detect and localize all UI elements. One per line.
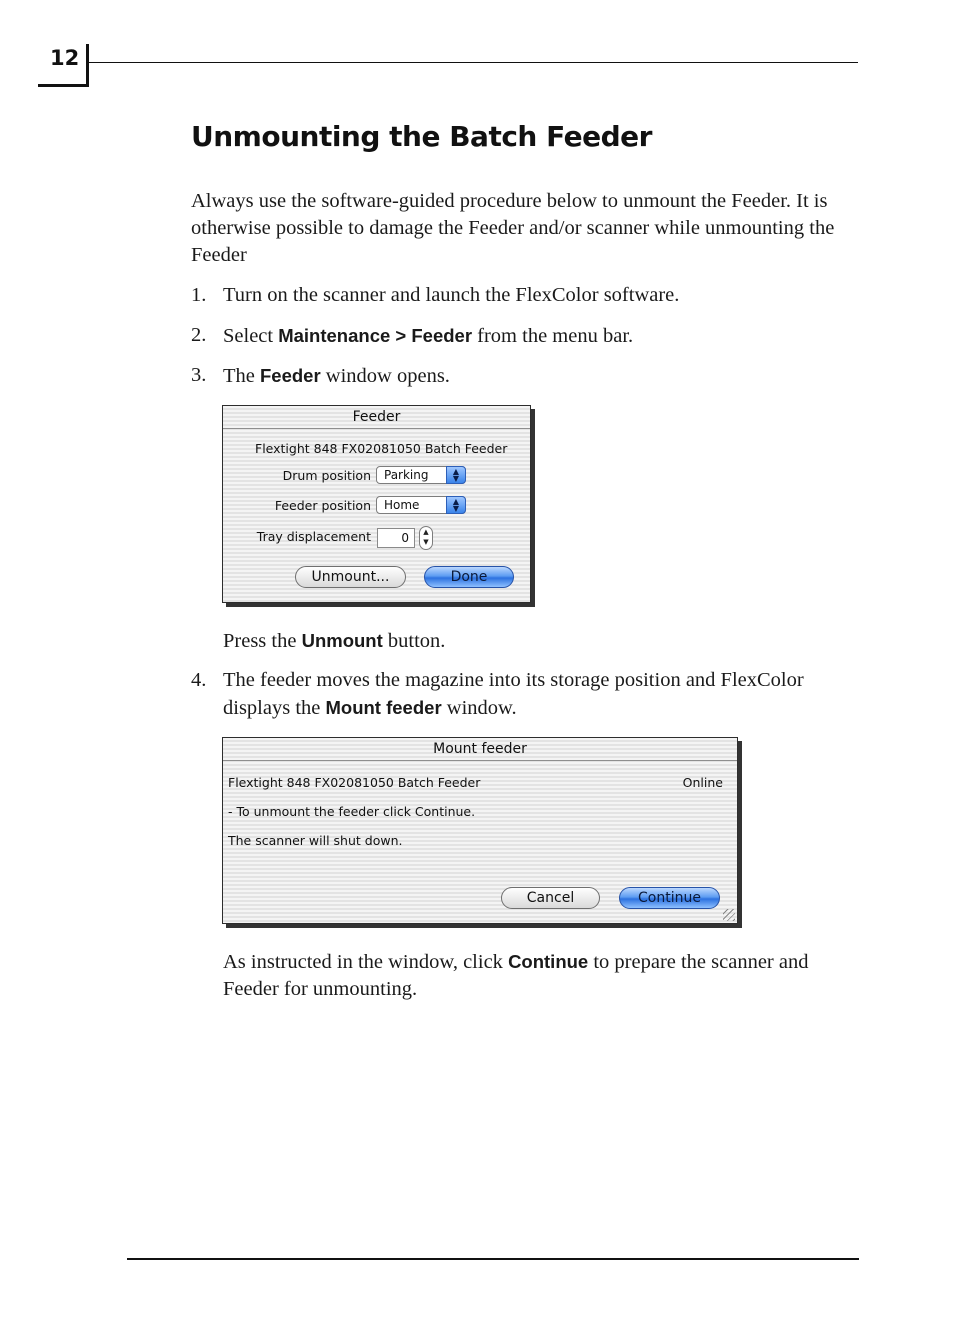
- tray-displacement-input[interactable]: 0: [377, 528, 415, 548]
- device-status: Online: [682, 775, 723, 790]
- drum-position-label: Drum position: [282, 468, 371, 483]
- mount-feeder-title: Mount feeder: [223, 738, 737, 761]
- updown-arrows-icon: ▲ ▼: [446, 496, 466, 514]
- feeder-dialog-title: Feeder: [223, 406, 530, 429]
- section-title: Unmounting the Batch Feeder: [191, 120, 652, 153]
- warning-line: The scanner will shut down.: [228, 833, 403, 848]
- unmount-button[interactable]: Unmount...: [295, 566, 406, 588]
- menu-path: Maintenance > Feeder: [278, 325, 473, 346]
- step-text: Select Maintenance > Feeder from the menu bar.: [223, 325, 634, 347]
- drum-position-select[interactable]: Parking ▲ ▼: [376, 466, 466, 484]
- window-name: Mount feeder: [325, 697, 442, 718]
- tray-displacement-stepper[interactable]: ▲ ▼: [419, 526, 433, 550]
- button-name: Unmount: [301, 630, 383, 651]
- feeder-dialog: [222, 405, 531, 603]
- mount-feeder-dialog: [222, 737, 738, 924]
- updown-arrows-icon: ▲ ▼: [446, 466, 466, 484]
- continue-note: As instructed in the window, click Continue to prepare the scanner and Feeder for unmounting.: [223, 951, 809, 1000]
- device-name: Flextight 848 FX02081050 Batch Feeder: [228, 775, 481, 790]
- button-name: Continue: [508, 951, 589, 972]
- press-unmount-note: Press the Unmount button.: [223, 630, 446, 652]
- window-name: Feeder: [260, 365, 321, 386]
- step-number: 1.: [191, 284, 207, 306]
- step-number: 4.: [191, 669, 207, 691]
- page-number-underline: [38, 84, 89, 87]
- continue-button[interactable]: Continue: [619, 887, 720, 909]
- step-text: The feeder moves the magazine into its storage position and FlexColor displays the Mount feeder window.: [223, 669, 804, 719]
- step-number: 2.: [191, 324, 207, 346]
- step-text: Turn on the scanner and launch the FlexColor software.: [223, 284, 680, 306]
- cancel-button[interactable]: Cancel: [501, 887, 600, 909]
- done-button[interactable]: Done: [424, 566, 514, 588]
- feeder-position-label: Feeder position: [274, 498, 371, 513]
- page-number: 12: [50, 46, 80, 70]
- footer-rule: [127, 1258, 859, 1260]
- device-name: Flextight 848 FX02081050 Batch Feeder: [255, 441, 508, 456]
- intro-paragraph: Always use the software-guided procedure below to unmount the Feeder. It is otherwise possible to damage the Feeder and/or scanner while unmounting the Feeder: [191, 190, 835, 266]
- feeder-position-select[interactable]: Home ▲ ▼: [376, 496, 466, 514]
- step-4: [191, 667, 863, 723]
- step-number: 3.: [191, 364, 207, 386]
- header-rule: [89, 62, 858, 63]
- page-number-bracket: [86, 44, 89, 87]
- resize-grip-icon[interactable]: [723, 909, 735, 921]
- tray-displacement-label: Tray displacement: [256, 529, 371, 544]
- step-text: The Feeder window opens.: [223, 365, 450, 387]
- instruction-line: - To unmount the feeder click Continue.: [228, 804, 476, 819]
